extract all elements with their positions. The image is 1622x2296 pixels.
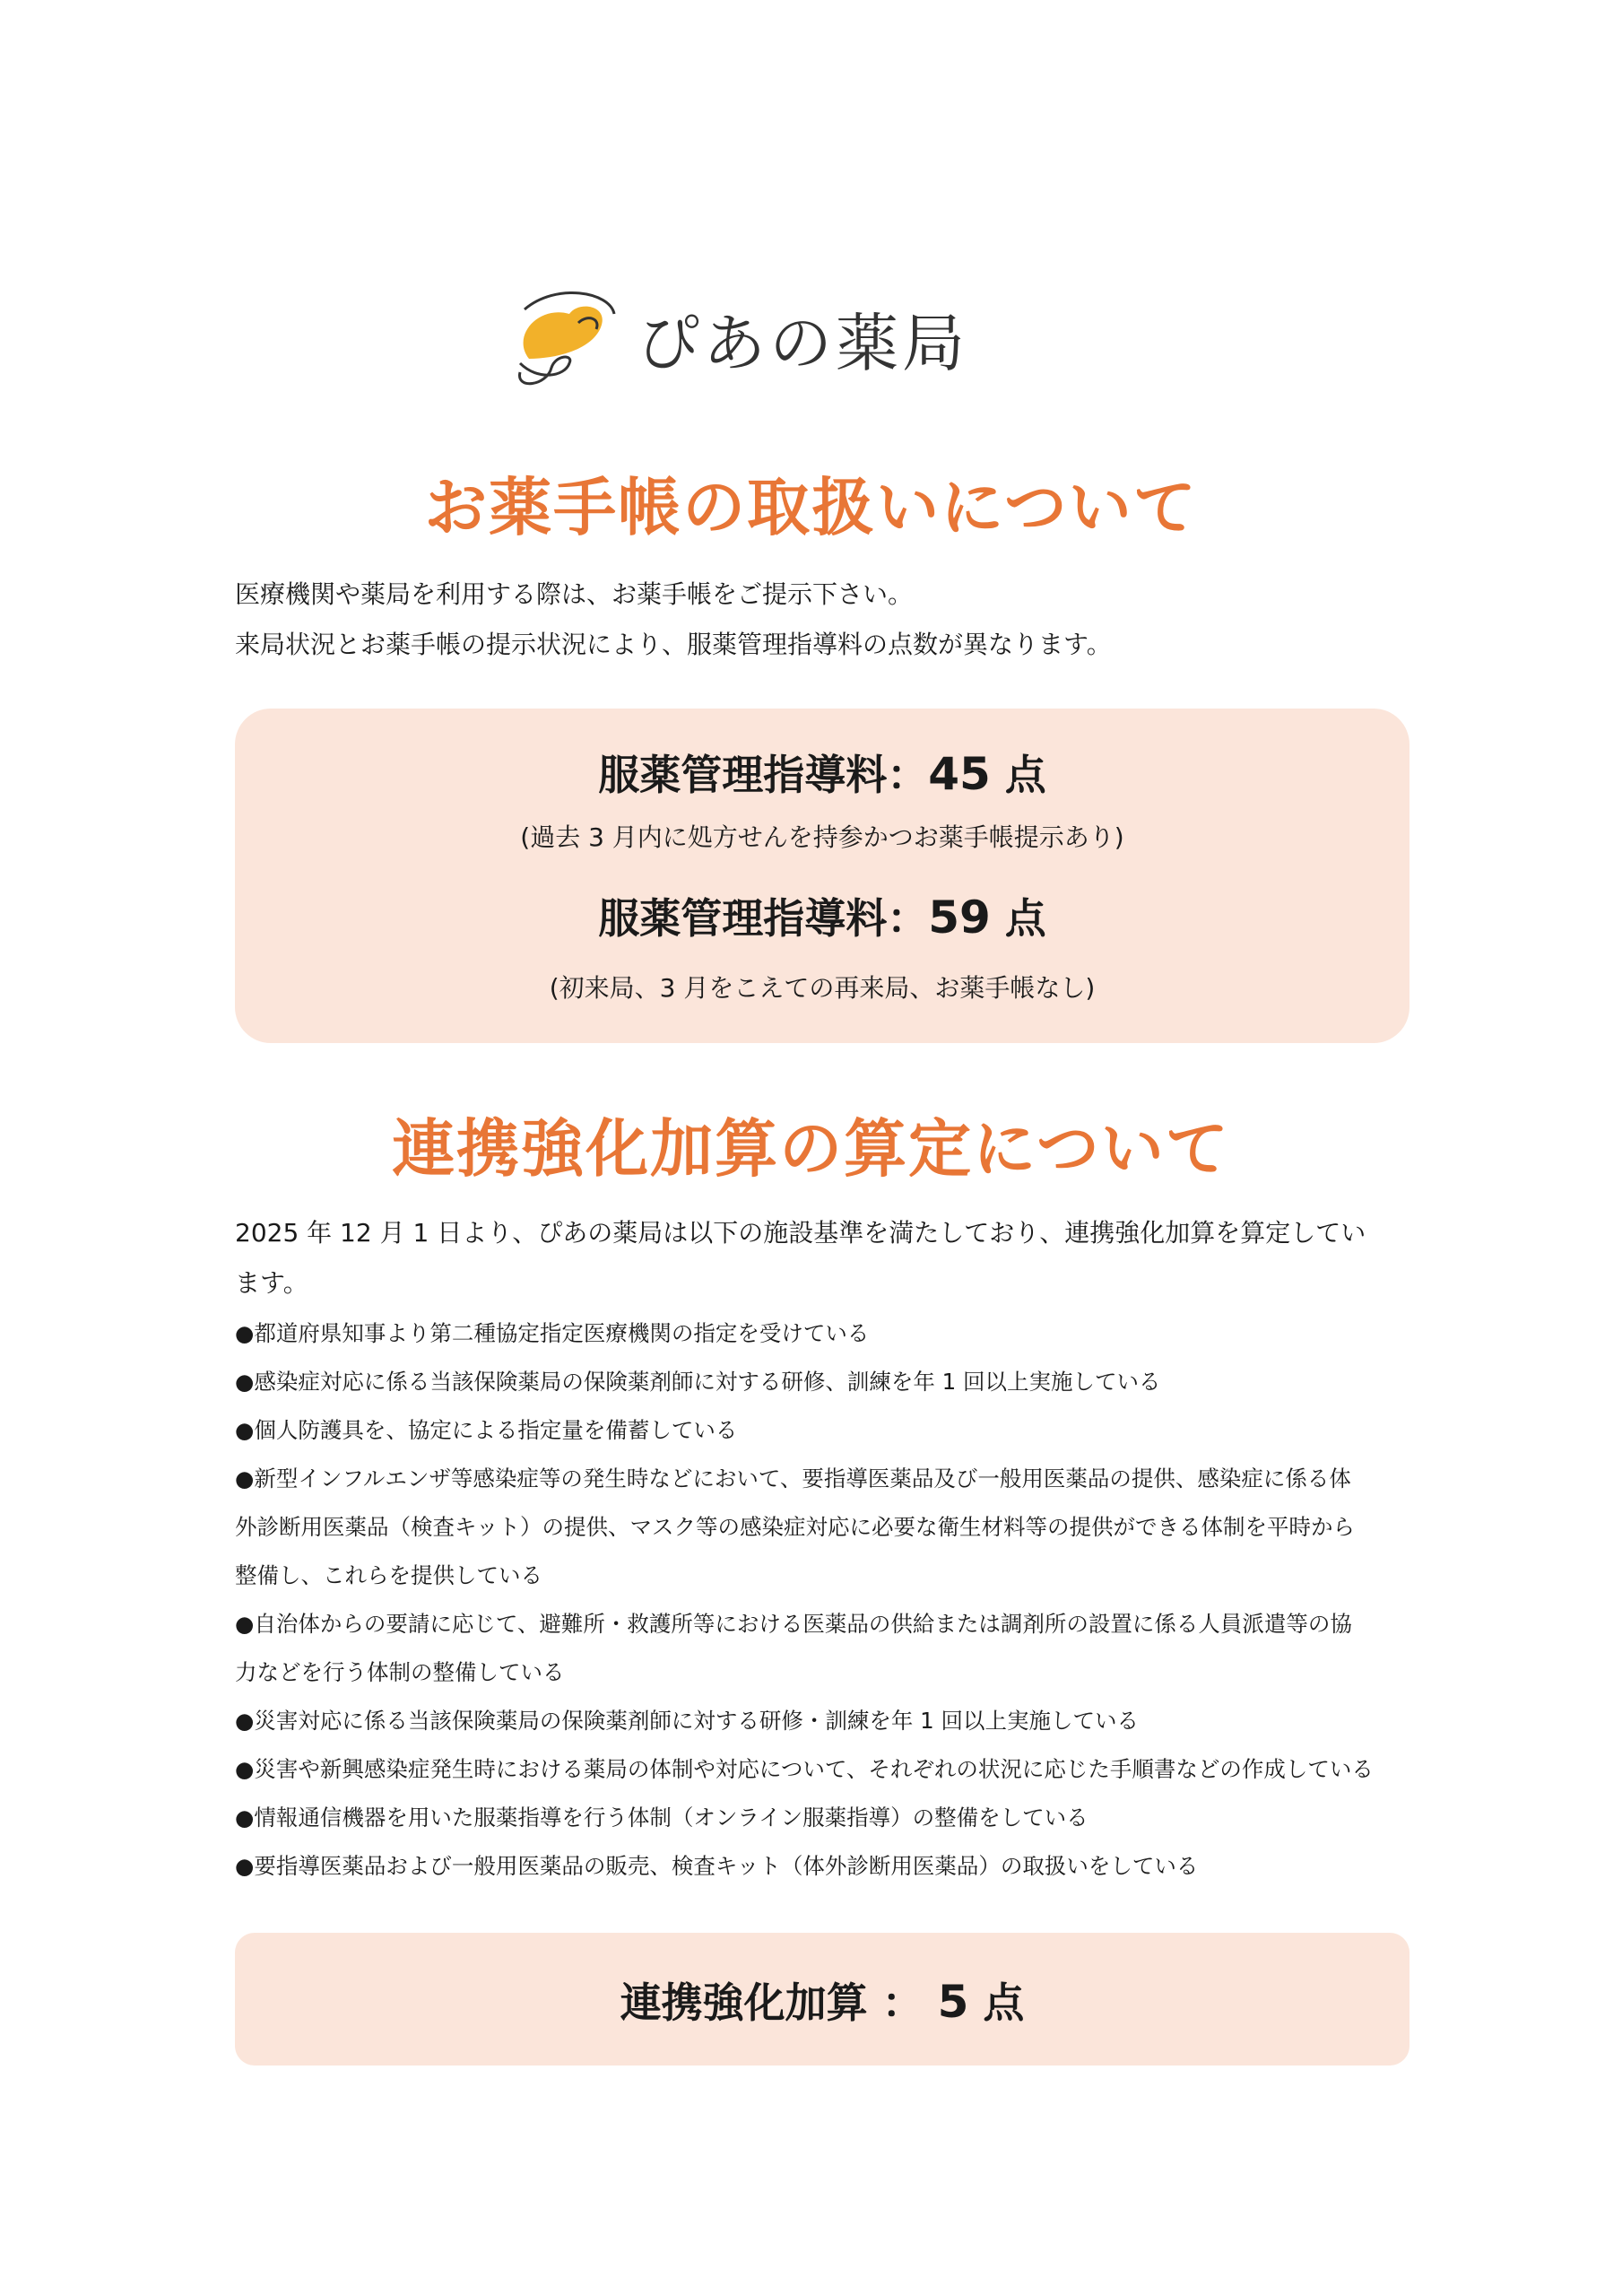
fee-points: 5: [937, 1976, 969, 2028]
fee-unit: 点: [983, 1979, 1025, 2027]
fee-label: 連携強化加算 ：: [620, 1979, 924, 2027]
pharmacy-logo: [502, 274, 1004, 399]
intro-line: 医療機関や薬局を利用する際は、お薬手帳をご提示下さい。: [235, 579, 914, 609]
intro-line: 2025 年 12 月 1 日より、ぴあの薬局は以下の施設基準を満たしており、連携強化加算を算定してい: [235, 1218, 1366, 1248]
fee-label: 服薬管理指導料：: [598, 751, 929, 799]
intro-line: ます。: [235, 1268, 308, 1298]
list-item: ● 情報通信機器を用いた服薬指導を行う体制（オンライン服薬指導）の整備をしている: [235, 1794, 1409, 1842]
pharmacy-name: ぴあの薬局: [637, 307, 968, 380]
requirements-list: [235, 1309, 1409, 1891]
list-item: ● 災害対応に係る当該保険薬局の保険薬剤師に対する研修・訓練を年 1 回以上実施している: [235, 1697, 1409, 1745]
cooperation-section-title: 連携強化加算の算定について: [392, 1112, 1230, 1186]
fee-points: 45: [928, 748, 991, 800]
fee-points: 59: [928, 891, 991, 944]
notebook-intro: [235, 570, 1401, 670]
fee-label: 服薬管理指導料：: [598, 894, 929, 943]
cooperation-fee-box: [235, 1933, 1409, 2066]
list-item: ● 新型インフルエンザ等感染症等の発生時などにおいて、要指導医薬品及び一般用医薬品の提供、感染症に係る体 外診断用医薬品（検査キット）の提供、マスク等の感染症対応に必要な衛生材料等の提供ができる体制を平時から 整備し、これらを提供している: [235, 1455, 1409, 1600]
fee-box: [235, 709, 1409, 1043]
list-item: ● 災害や新興感染症発生時における薬局の体制や対応について、それぞれの状況に応じた手順書などの作成している: [235, 1745, 1409, 1794]
cooperation-intro: [235, 1208, 1401, 1309]
list-item: ● 要指導医薬品および一般用医薬品の販売、検査キット（体外診断用医薬品）の取扱いをしている: [235, 1842, 1409, 1891]
fee-line-45: [235, 743, 1409, 802]
list-item: ● 感染症対応に係る当該保険薬局の保険薬剤師に対する研修、訓練を年 1 回以上実施している: [235, 1358, 1409, 1406]
piano-heart-icon: [502, 274, 637, 399]
list-item: ● 個人防護具を、協定による指定量を備蓄している: [235, 1406, 1409, 1455]
list-item: ● 自治体からの要請に応じて、避難所・救護所等における医薬品の供給または調剤所の設置に係る人員派遣等の協 力などを行う体制の整備している: [235, 1600, 1409, 1697]
fee-unit: 点: [1004, 894, 1046, 943]
intro-line: 来局状況とお薬手帳の提示状況により、服薬管理指導料の点数が異なります。: [235, 630, 1112, 659]
fee-line-59: [235, 886, 1409, 945]
fee-unit: 点: [1004, 751, 1046, 799]
notebook-section-title: お薬手帳の取扱いについて: [424, 471, 1198, 544]
list-item: ● 都道府県知事より第二種協定指定医療機関の指定を受けている: [235, 1309, 1409, 1358]
fee-note: (過去 3 月内に処方せんを持参かつお薬手帳提示あり): [520, 822, 1124, 852]
fee-line-5: [235, 1970, 1409, 2030]
fee-note: (初来局、3 月をこえての再来局、お薬手帳なし): [549, 973, 1096, 1003]
